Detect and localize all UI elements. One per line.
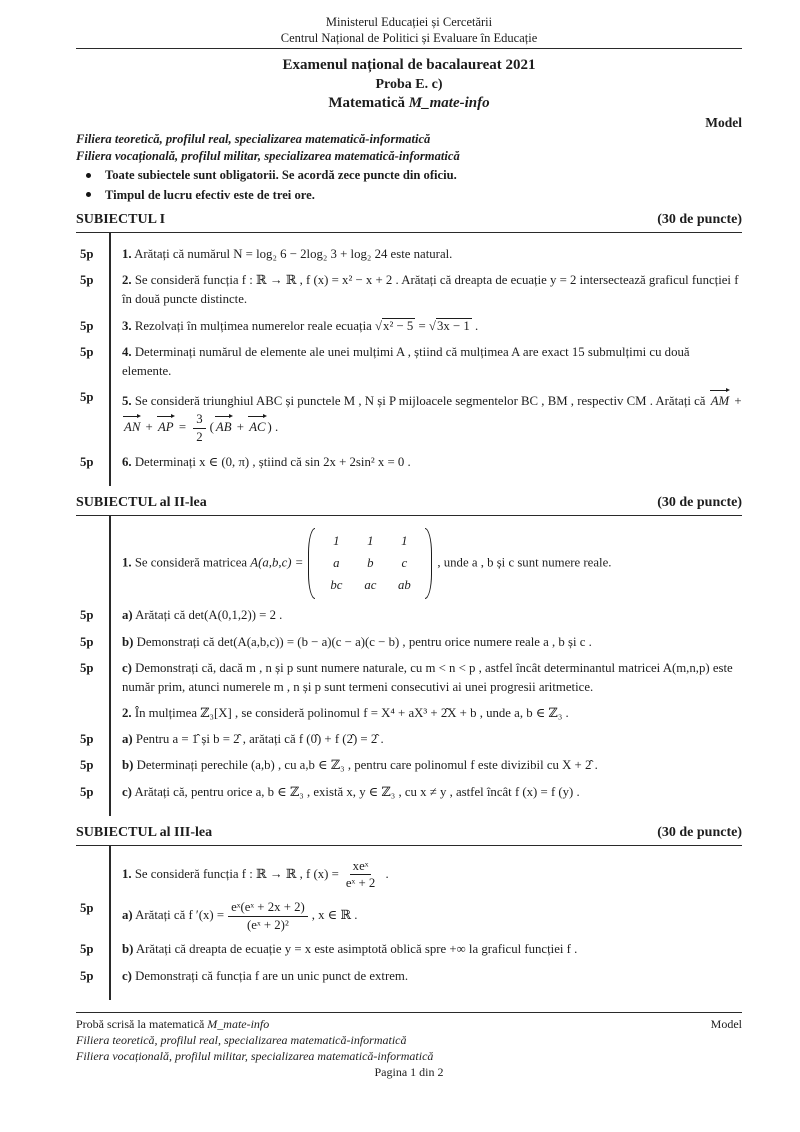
problem-text: Demonstrați că det(A(a,b,c)) = (b − a)(c − a)(c − b) , pentru orice numere reale a , b și c . (136, 634, 592, 649)
problem-number: b) (122, 942, 134, 957)
bullet-text: Timpul de lucru efectiv este de trei ore. (105, 187, 315, 202)
points-label: 5p (80, 318, 94, 333)
fraction-numerator: xeˣ (350, 858, 372, 876)
problem-number: c) (122, 660, 132, 675)
matrix-paren-right (425, 528, 432, 600)
subject1-heading (76, 212, 742, 228)
problem-number: 5. (122, 394, 132, 409)
header-rule (76, 48, 742, 49)
fraction-numerator: 3 (193, 411, 205, 429)
problem-text: Arătați că f ′(x) = (135, 908, 225, 923)
problem-number: 4. (122, 344, 132, 359)
vector-term: AM (710, 388, 730, 411)
radical-expression (375, 318, 415, 333)
s2-row-intro2 (122, 704, 742, 723)
operator: + (233, 420, 248, 435)
s1-row-2 (80, 271, 742, 309)
subject2-block (76, 495, 742, 816)
problem-number: 3. (122, 318, 132, 333)
vector-term: AN (123, 414, 141, 437)
points-label: 5p (80, 732, 94, 747)
problem-text: Se consideră funcția f : ℝ → ℝ , f (x) = (134, 866, 339, 881)
matrix-cell: ab (397, 578, 411, 593)
problem-text: . (471, 318, 479, 333)
problem-number: b) (122, 634, 134, 649)
footer-filiera-2: Filiera vocațională, profilul militar, specializarea matematică-informatică (76, 1048, 434, 1063)
subject3-heading (76, 825, 742, 841)
problem-text: Arătați că, pentru orice a, b ∈ ℤ₃ , există x, y ∈ ℤ₃ , cu x ≠ y , astfel încât f (x) = f (y) . (134, 784, 580, 799)
subject-points: (30 de puncte) (657, 212, 742, 227)
problem-text: Arătați că det(A(0,1,2)) = 2 . (135, 608, 283, 623)
points-label: 5p (80, 901, 94, 916)
points-label: 5p (80, 247, 94, 261)
problem-text: , unde a , b și c sunt numere reale. (437, 555, 612, 570)
model-label: Model (705, 115, 742, 131)
problem-text: Determinați perechile (a,b) , cu a,b ∈ ℤ₃ , pentru care polinomul f este divizibil cu X + 2̂ . (136, 758, 598, 773)
points-label: 5p (80, 968, 94, 983)
problem-text: Demonstrați că, dacă m , n și p sunt numere naturale, cu m < n < p , astfel încât determinantul matricei A(m,n,p) este număr prim, atunci numerele m , n și p sunt termeni consecutivi ai unei progresii aritmetice. (122, 660, 733, 694)
page-footer (76, 1012, 742, 1080)
fraction-numerator: eˣ(eˣ + 2x + 2) (228, 899, 308, 917)
problem-number: 2. (122, 706, 132, 721)
fraction-denominator: eˣ + 2 (345, 876, 376, 891)
problem-number: a) (122, 732, 133, 747)
equals-sign: = (415, 318, 429, 333)
paren-open: ( (209, 420, 214, 435)
vector-term: AC (248, 414, 266, 437)
s1-row-5 (80, 388, 742, 445)
s1-row-6 (80, 453, 742, 472)
intro-section (76, 131, 742, 203)
proba-subtitle: Proba E. c) (375, 76, 443, 92)
subject-points: (30 de puncte) (657, 824, 742, 840)
problem-text: În mulțimea ℤ₃[X] , se consideră polinomul f = X⁴ + aX³ + 2̂X + b , unde a, b ∈ ℤ₃ . (134, 706, 569, 721)
s1-row-4 (80, 343, 742, 381)
s3-row-c (80, 967, 742, 986)
subject-title: SUBIECTUL al III-lea (76, 824, 213, 840)
subject-title: SUBIECTUL al II-lea (76, 494, 207, 510)
problem-text: Determinați numărul de elemente ale unei mulțimi A , știind că mulțimea A are exact 15 submulțimi cu două elemente. (122, 344, 690, 378)
matrix-cell: 1 (367, 533, 374, 548)
points-label: 5p (80, 608, 94, 623)
matrix-paren-left (308, 528, 315, 600)
s2-row-b2 (80, 756, 742, 775)
matrix-cell: bc (330, 578, 343, 593)
vector-term: AB (215, 414, 233, 437)
sqrt-radicand: x² − 5 (383, 318, 414, 333)
s2-row-c (80, 659, 742, 697)
subject-points: (30 de puncte) (657, 494, 742, 510)
footer-exam-text: Probă scrisă la matematică (76, 1016, 208, 1031)
problem-number: 1. (122, 866, 132, 881)
points-divider-line (109, 846, 111, 1000)
subject1-body (76, 232, 742, 486)
problem-number: 6. (122, 454, 132, 469)
vector-term: AP (157, 414, 175, 437)
footer-filiera-1: Filiera teoretică, profilul real, specializarea matematică-informatică (76, 1032, 407, 1047)
problem-number: 2. (122, 273, 132, 288)
bullet-item-1 (86, 167, 742, 183)
fraction (343, 858, 378, 892)
problem-number: b) (122, 758, 134, 773)
document-header (76, 14, 742, 46)
problem-text: , x ∈ ℝ . (311, 908, 358, 923)
points-label: 5p (80, 784, 94, 799)
s2-row-intro1 (122, 528, 742, 600)
problem-number: a) (122, 908, 133, 923)
points-divider-line (109, 233, 111, 486)
points-label: 5p (80, 660, 94, 675)
ministry-line: Ministerul Educației și Cercetării (325, 15, 493, 29)
problem-number: 1. (122, 555, 132, 570)
s3-row-intro1 (122, 858, 742, 892)
problem-text: Arătați că numărul N = log₂ 6 − 2log₂ 3 + log₂ 24 este natural. (134, 247, 453, 261)
matrix-cell: c (401, 555, 408, 570)
problem-text: Determinați x ∈ (0, π) , știind că sin 2x + 2sin² x = 0 . (134, 454, 411, 469)
subject1-block (76, 212, 742, 486)
problem-number: a) (122, 608, 133, 623)
filiera-line-1: Filiera teoretică, profilul real, specializarea matematică-informatică (76, 132, 431, 147)
fraction (228, 899, 308, 933)
points-divider-line (109, 516, 111, 816)
footer-exam-info (76, 1016, 269, 1032)
problem-number: 1. (122, 247, 132, 261)
problem-text: Arătați că dreapta de ecuație y = x este asimptotă oblică spre +∞ la graficul funcției f . (135, 942, 578, 957)
problem-number: c) (122, 784, 132, 799)
fraction-denominator: (eˣ + 2)² (247, 917, 289, 932)
footer-subject-code: M_mate-info (207, 1016, 270, 1031)
s3-row-a (80, 899, 742, 933)
matrix-cell: ac (364, 578, 377, 593)
points-label: 5p (80, 344, 94, 359)
s1-row-3 (80, 317, 742, 336)
fraction (193, 411, 205, 445)
operator: + (142, 420, 156, 435)
bullet-text: Toate subiectele sunt obligatorii. Se acordă zece puncte din oficiu. (105, 168, 457, 183)
problem-text: Se consideră triunghiul ABC și punctele M , N și P mijloacele segmentelor BC , BM , respectiv CM . Arătați că (134, 394, 709, 409)
paren-close: ) . (267, 420, 279, 435)
title-block (76, 56, 742, 114)
subject-line (76, 94, 742, 114)
radical-sign: √ (428, 318, 436, 333)
bullet-icon (86, 173, 91, 178)
problem-text: . (382, 866, 389, 881)
points-label: 5p (80, 942, 94, 957)
s2-row-b (80, 633, 742, 652)
problem-text: Rezolvați în mulțimea numerelor reale ecuația (134, 318, 376, 333)
problem-text: Se consideră matricea (134, 555, 251, 570)
problem-number: c) (122, 968, 132, 983)
subject2-body (76, 515, 742, 816)
subject-title: SUBIECTUL I (76, 212, 166, 227)
page-number: Pagina 1 din 2 (374, 1064, 444, 1079)
matrix (308, 528, 432, 600)
subject3-body (76, 845, 742, 1000)
s2-row-a (80, 606, 742, 625)
bullet-icon (86, 192, 91, 197)
s2-row-c2 (80, 783, 742, 802)
subject-label: Matematică (328, 95, 409, 112)
radical-expression (429, 318, 472, 333)
matrix-symbol: A(a,b,c) = (250, 555, 304, 570)
center-line: Centrul Național de Politici și Evaluare în Educație (280, 31, 538, 45)
matrix-grid (315, 528, 425, 600)
s3-row-b (80, 940, 742, 959)
problem-text: Pentru a = 1̂ și b = 2̂ , arătați că f (0̂) + f (2̂) = 2̂ . (135, 732, 384, 747)
footer-model: Model (710, 1016, 742, 1031)
matrix-cell: a (333, 555, 340, 570)
subject3-block (76, 825, 742, 1000)
bullet-item-2 (86, 187, 742, 203)
matrix-cell: 1 (401, 533, 408, 548)
points-label: 5p (80, 758, 94, 773)
s1-row-1 (80, 245, 742, 264)
operator: = (175, 420, 190, 435)
subject-code: M_mate-info (408, 95, 490, 112)
sqrt-radicand: 3x − 1 (436, 318, 470, 333)
points-label: 5p (80, 454, 94, 469)
operator: + (731, 394, 742, 409)
footer-line-1 (76, 1016, 742, 1032)
problem-text: Demonstrați că funcția f are un unic punct de extrem. (135, 968, 409, 983)
fraction-denominator: 2 (196, 429, 203, 444)
exam-title: Examenul național de bacalaureat 2021 (282, 57, 536, 73)
points-label: 5p (80, 273, 94, 288)
subject2-heading (76, 495, 742, 511)
radical-sign: √ (375, 318, 383, 333)
points-label: 5p (80, 634, 94, 649)
filiera-line-2: Filiera vocațională, profilul militar, specializarea matematică-informatică (76, 148, 460, 163)
s2-row-a2 (80, 730, 742, 749)
matrix-cell: 1 (333, 533, 340, 548)
points-label: 5p (80, 390, 94, 405)
matrix-cell: b (367, 555, 374, 570)
problem-text: Se consideră funcția f : ℝ → ℝ , f (x) = x² − x + 2 . Arătați că dreapta de ecuație y = 2 intersectează graficul funcției f în două puncte distincte. (122, 273, 739, 307)
